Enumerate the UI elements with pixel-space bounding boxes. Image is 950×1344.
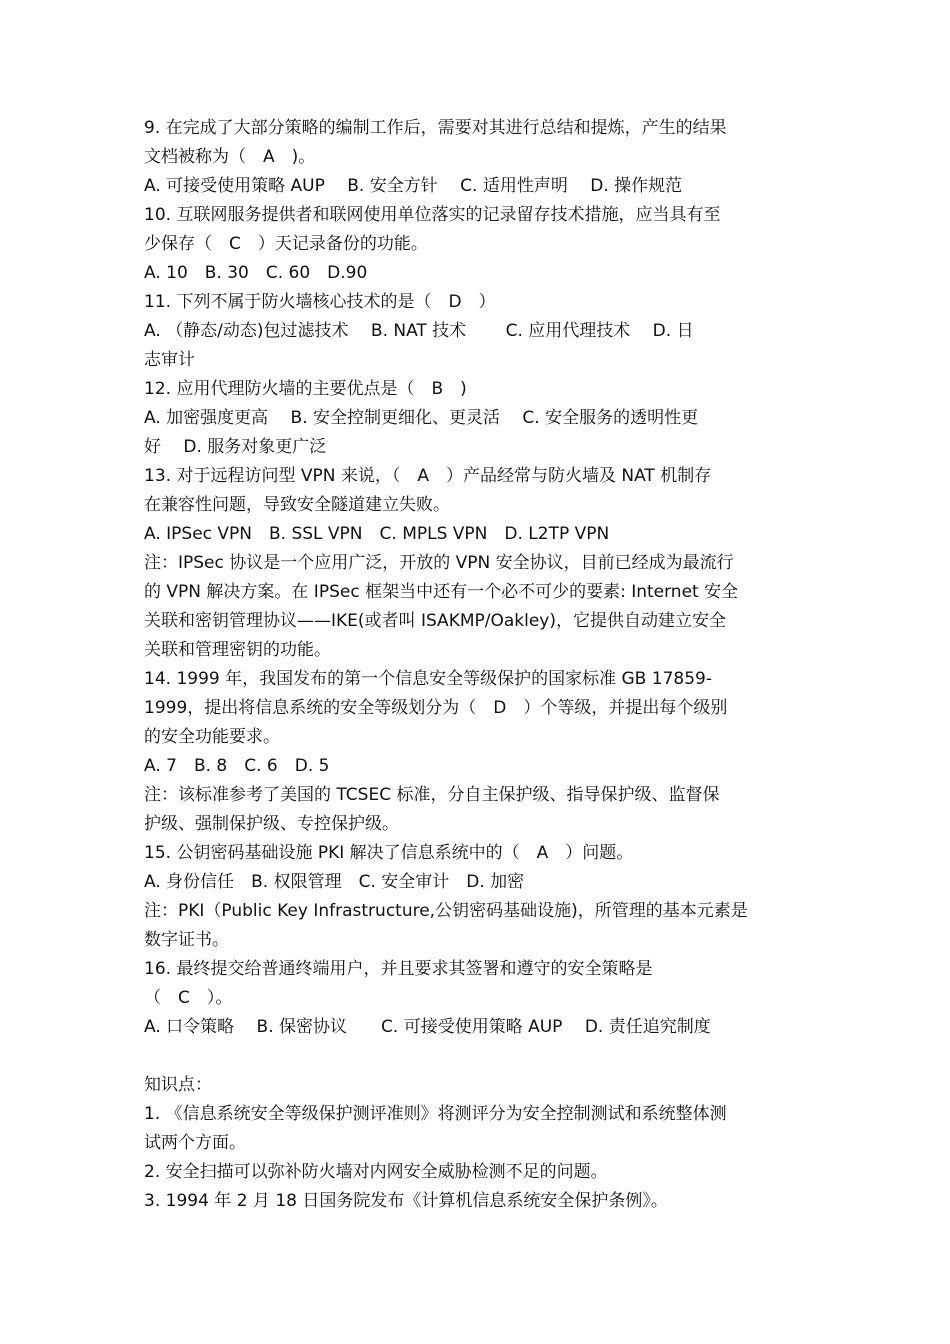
q13-stem-line-1: 13. 对于远程访问型 VPN 来说，（ A ）产品经常与防火墙及 NAT 机制存 <box>144 466 712 486</box>
q15-note-line-2: 数字证书。 <box>144 930 229 950</box>
q12-options-line-1: A. 加密强度更高 B. 安全控制更细化、更灵活 C. 安全服务的透明性更 <box>144 408 699 428</box>
q13-note-line-3: 关联和密钥管理协议——IKE(或者叫 ISAKMP/Oakley)，它提供自动建立安全 <box>144 611 726 631</box>
q14-note-line-1: 注：该标准参考了美国的 TCSEC 标准，分自主保护级、指导保护级、监督保 <box>144 785 720 805</box>
q12-stem: 12. 应用代理防火墙的主要优点是（ B ) <box>144 379 467 399</box>
knowledge-heading: 知识点： <box>144 1075 212 1095</box>
q14-note-line-2: 护级、强制保护级、专控保护级。 <box>144 814 399 834</box>
knowledge-section <box>144 1071 806 1216</box>
q9-options: A. 可接受使用策略 AUP B. 安全方针 C. 适用性声明 D. 操作规范 <box>144 176 683 196</box>
q10-stem-line-1: 10. 互联网服务提供者和联网使用单位落实的记录留存技术措施，应当具有至 <box>144 205 721 225</box>
knowledge-item-1-line-2: 试两个方面。 <box>144 1133 246 1153</box>
q9-stem-line-2: 文档被称为（ A )。 <box>144 147 316 167</box>
q16-options: A. 口令策略 B. 保密协议 C. 可接受使用策略 AUP D. 责任追究制度 <box>144 1017 711 1037</box>
q16-stem-line-2: （ C ）。 <box>144 988 233 1008</box>
q14-stem-line-2: 1999，提出将信息系统的安全等级划分为（ D ）个等级，并提出每个级别 <box>144 698 728 718</box>
q13-options: A. IPSec VPN B. SSL VPN C. MPLS VPN D. L2TP VPN <box>144 524 610 544</box>
document-page <box>144 114 806 1216</box>
q14-options: A. 7 B. 8 C. 6 D. 5 <box>144 756 330 776</box>
q12-options-line-2: 好 D. 服务对象更广泛 <box>144 437 327 457</box>
q16-stem-line-1: 16. 最终提交给普通终端用户，并且要求其签署和遵守的安全策略是 <box>144 959 653 979</box>
q14-stem-line-3: 的安全功能要求。 <box>144 727 280 747</box>
questions-section <box>144 114 806 1042</box>
q11-options-line-2: 志审计 <box>144 350 195 370</box>
q14-stem-line-1: 14. 1999 年，我国发布的第一个信息安全等级保护的国家标准 GB 17859- <box>144 669 712 689</box>
q11-options-line-1: A. （静态/动态)包过滤技术 B. NAT 技术 C. 应用代理技术 D. 日 <box>144 321 694 341</box>
knowledge-item-3: 3. 1994 年 2 月 18 日国务院发布《计算机信息系统安全保护条例》。 <box>144 1191 668 1211</box>
q11-stem: 11. 下列不属于防火墙核心技术的是（ D ） <box>144 292 496 312</box>
section-spacer <box>144 1042 806 1071</box>
q13-note-line-1: 注：IPSec 协议是一个应用广泛，开放的 VPN 安全协议，目前已经成为最流行 <box>144 553 734 573</box>
q15-stem: 15. 公钥密码基础设施 PKI 解决了信息系统中的（ A ）问题。 <box>144 843 634 863</box>
q13-note-line-2: 的 VPN 解决方案。在 IPSec 框架当中还有一个必不可少的要素: Internet 安全 <box>144 582 739 602</box>
q9-stem-line-1: 9. 在完成了大部分策略的编制工作后，需要对其进行总结和提炼，产生的结果 <box>144 118 727 138</box>
knowledge-item-2: 2. 安全扫描可以弥补防火墙对内网安全威胁检测不足的问题。 <box>144 1162 608 1182</box>
q10-options: A. 10 B. 30 C. 60 D.90 <box>144 263 368 283</box>
q13-stem-line-2: 在兼容性问题，导致安全隧道建立失败。 <box>144 495 450 515</box>
q15-note-line-1: 注：PKI（Public Key Infrastructure,公钥密码基础设施)，所管理的基本元素是 <box>144 901 748 921</box>
q15-options: A. 身份信任 B. 权限管理 C. 安全审计 D. 加密 <box>144 872 525 892</box>
q13-note-line-4: 关联和管理密钥的功能。 <box>144 640 331 660</box>
q10-stem-line-2: 少保存（ C ）天记录备份的功能。 <box>144 234 428 254</box>
knowledge-item-1-line-1: 1. 《信息系统安全等级保护测评准则》将测评分为安全控制测试和系统整体测 <box>144 1104 727 1124</box>
